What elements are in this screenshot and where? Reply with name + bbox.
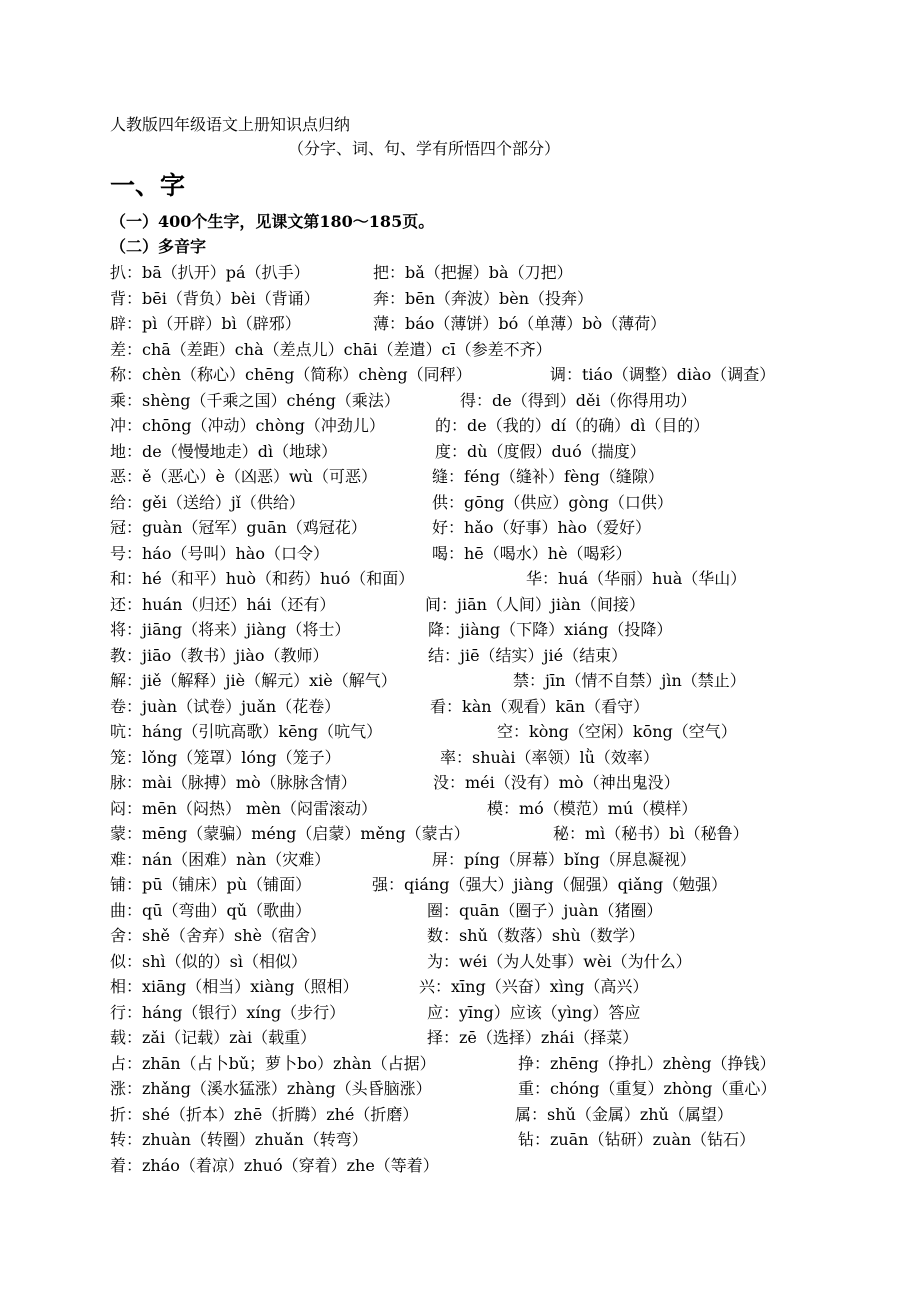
- polyphone-row: [110, 388, 910, 414]
- polyphone-entry-right: 强：qiáng（强大）jiàng（倔强）qiǎng（勉强）: [372, 875, 728, 894]
- polyphone-row: [110, 464, 910, 490]
- polyphone-row: [110, 592, 910, 618]
- polyphone-row: [110, 439, 910, 465]
- polyphone-row: [110, 286, 910, 312]
- polyphone-entry-left: 乘：shèng（千乘之国）chéng（乘法）: [110, 390, 400, 410]
- polyphone-entry-right: 秘：mì（秘书）bì（秘鲁）: [553, 824, 749, 843]
- polyphone-entry-left: 行：háng（银行）xíng（步行）: [110, 1002, 346, 1022]
- polyphone-entry-right: 喝：hē（喝水）hè（喝彩）: [432, 543, 632, 563]
- polyphone-row: [110, 490, 910, 516]
- document-title: 人教版四年级语文上册知识点归纳: [110, 115, 351, 134]
- polyphone-entry-right: 应：yīng）应该（yìng）答应: [427, 1002, 641, 1022]
- polyphone-entry-left: 称：chèn（称心）chēng（简称）chèng（同秤）: [110, 365, 472, 384]
- polyphone-row: [110, 566, 910, 592]
- polyphone-row: [110, 821, 910, 847]
- polyphone-entry-left: 转：zhuàn（转圈）zhuǎn（转弯）: [110, 1130, 368, 1149]
- polyphone-row: [110, 1025, 910, 1051]
- polyphone-entry-right: 结：jiē（结实）jié（结束）: [428, 645, 628, 665]
- polyphone-entry-left: 相：xiāng（相当）xiàng（照相）: [110, 977, 359, 996]
- polyphone-entry-right: 属：shǔ（金属）zhǔ（属望）: [515, 1104, 733, 1124]
- polyphone-entry-right: 调：tiáo（调整）diào（调查）: [550, 365, 776, 384]
- polyphone-entry-right: 圈：quān（圈子）juàn（猪圈）: [427, 900, 663, 920]
- document-subtitle: （分字、词、句、学有所悟四个部分）: [288, 139, 561, 158]
- polyphone-row: [110, 847, 910, 873]
- polyphone-entry-left: 卷：juàn（试卷）juǎn（花卷）: [110, 696, 341, 716]
- polyphone-entry-left: 难：nán（困难）nàn（灾难）: [110, 849, 331, 869]
- polyphone-entry-right: 兴：xīng（兴奋）xìng（高兴）: [419, 977, 649, 996]
- polyphone-entry-right: 禁：jīn（情不自禁）jìn（禁止）: [513, 671, 746, 690]
- polyphone-entry-left: 脉：mài（脉搏）mò（脉脉含情）: [110, 773, 357, 792]
- polyphone-entry-right: 空：kòng（空闲）kōng（空气）: [497, 722, 737, 741]
- polyphone-list: [110, 260, 910, 1178]
- polyphone-entry-right: 的：de（我的）dí（的确）dì（目的）: [435, 416, 710, 435]
- polyphone-row: [110, 719, 910, 745]
- polyphone-row: [110, 923, 910, 949]
- polyphone-entry-left: 着：zháo（着凉）zhuó（穿着）zhe（等着）: [110, 1155, 439, 1175]
- polyphone-entry-left: 载：zǎi（记载）zài（载重）: [110, 1028, 317, 1047]
- polyphone-entry-right: 降：jiàng（下降）xiáng（投降）: [428, 620, 673, 639]
- polyphone-entry-right: 屏：píng（屏幕）bǐng（屏息凝视）: [432, 849, 696, 869]
- polyphone-entry-right: 为：wéi（为人处事）wèi（为什么）: [427, 951, 692, 971]
- polyphone-entry-left: 背：bēi（背负）bèi（背诵）: [110, 288, 320, 308]
- polyphone-entry-left: 冠：guàn（冠军）guān（鸡冠花）: [110, 518, 367, 537]
- polyphone-entry-right: 看：kàn（观看）kān（看守）: [430, 696, 650, 716]
- polyphone-entry-right: 奔：bēn（奔波）bèn（投奔）: [373, 288, 594, 308]
- polyphone-row: [110, 362, 910, 388]
- polyphone-entry-right: 薄：báo（薄饼）bó（单薄）bò（薄荷）: [373, 314, 667, 333]
- polyphone-entry-left: 地：de（慢慢地走）dì（地球）: [110, 441, 338, 461]
- polyphone-row: [110, 617, 910, 643]
- polyphone-row: [110, 974, 910, 1000]
- section-heading: 一、字: [110, 171, 186, 200]
- polyphone-entry-right: 模：mó（模范）mú（模样）: [487, 798, 698, 818]
- polyphone-row: [110, 1102, 910, 1128]
- polyphone-entry-left: 笼：lǒng（笼罩）lóng（笼子）: [110, 747, 341, 767]
- polyphone-row: [110, 1127, 910, 1153]
- polyphone-entry-right: 度：dù（度假）duó（揣度）: [435, 441, 646, 461]
- polyphone-row: [110, 898, 910, 924]
- polyphone-row: [110, 1153, 910, 1179]
- polyphone-row: [110, 515, 910, 541]
- polyphone-row: [110, 796, 910, 822]
- polyphone-entry-left: 辟：pì（开辟）bì（辟邪）: [110, 314, 301, 333]
- polyphone-entry-left: 解：jiě（解释）jiè（解元）xiè（解气）: [110, 671, 397, 690]
- polyphone-row: [110, 668, 910, 694]
- polyphone-entry-left: 蒙：mēng（蒙骗）méng（启蒙）měng（蒙古）: [110, 824, 470, 843]
- polyphone-entry-right: 率：shuài（率领）lǜ（效率）: [440, 747, 659, 767]
- polyphone-row: [110, 260, 910, 286]
- polyphone-entry-right: 重：chóng（重复）zhòng（重心）: [518, 1079, 777, 1098]
- polyphone-entry-left: 扒：bā（扒开）pá（扒手）: [110, 263, 310, 282]
- polyphone-entry-right: 择：zē（选择）zhái（择菜）: [427, 1028, 639, 1047]
- polyphone-entry-left: 教：jiāo（教书）jiào（教师）: [110, 645, 329, 665]
- polyphone-entry-right: 挣：zhēng（挣扎）zhèng（挣钱）: [518, 1053, 776, 1073]
- polyphone-row: [110, 694, 910, 720]
- polyphone-row: [110, 643, 910, 669]
- polyphone-row: [110, 949, 910, 975]
- sub-section-new-characters: （一）400个生字，见课文第180～185页。: [110, 212, 435, 231]
- polyphone-entry-right: 华：huá（华丽）huà（华山）: [526, 569, 747, 588]
- polyphone-entry-left: 涨：zhǎng（溪水猛涨）zhàng（头昏脑涨）: [110, 1079, 432, 1098]
- polyphone-entry-left: 恶：ě（恶心）è（凶恶）wù（可恶）: [110, 467, 377, 486]
- polyphone-entry-left: 曲：qū（弯曲）qǔ（歌曲）: [110, 900, 312, 920]
- sub-section-polyphones: （二）多音字: [110, 237, 207, 256]
- polyphone-entry-right: 没：méi（没有）mò（神出鬼没）: [433, 773, 680, 792]
- polyphone-entry-right: 得：de（得到）děi（你得用功）: [460, 390, 697, 410]
- polyphone-entry-left: 折：shé（折本）zhē（折腾）zhé（折磨）: [110, 1104, 419, 1124]
- polyphone-row: [110, 311, 910, 337]
- polyphone-row: [110, 872, 910, 898]
- polyphone-entry-left: 和：hé（和平）huò（和药）huó（和面）: [110, 569, 415, 588]
- polyphone-entry-left: 闷：mēn（闷热） mèn（闷雷滚动）: [110, 798, 377, 818]
- polyphone-entry-right: 钻：zuān（钻研）zuàn（钻石）: [518, 1130, 756, 1149]
- polyphone-entry-right: 供：gōng（供应）gòng（口供）: [432, 492, 673, 512]
- polyphone-entry-left: 号：háo（号叫）hào（口令）: [110, 543, 329, 563]
- polyphone-entry-left: 差：chā（差距）chà（差点儿）chāi（差遣）cī（参差不齐）: [110, 339, 552, 359]
- polyphone-row: [110, 770, 910, 796]
- polyphone-entry-right: 好：hǎo（好事）hào（爱好）: [432, 518, 651, 537]
- polyphone-entry-right: 间：jiān（人间）jiàn（间接）: [425, 594, 645, 614]
- polyphone-row: [110, 1051, 910, 1077]
- polyphone-entry-left: 舍：shě（舍弃）shè（宿舍）: [110, 926, 326, 945]
- polyphone-row: [110, 337, 910, 363]
- polyphone-row: [110, 1076, 910, 1102]
- polyphone-entry-left: 似：shì（似的）sì（相似）: [110, 951, 307, 971]
- polyphone-row: [110, 745, 910, 771]
- polyphone-entry-right: 数：shǔ（数落）shù（数学）: [427, 926, 645, 945]
- polyphone-row: [110, 413, 910, 439]
- polyphone-entry-left: 冲：chōng（冲动）chòng（冲劲儿）: [110, 416, 385, 435]
- polyphone-entry-right: 把：bǎ（把握）bà（刀把）: [373, 263, 573, 282]
- polyphone-entry-left: 将：jiāng（将来）jiàng（将士）: [110, 620, 351, 639]
- polyphone-entry-left: 吭：háng（引吭高歌）kēng（吭气）: [110, 722, 383, 741]
- polyphone-row: [110, 541, 910, 567]
- polyphone-entry-left: 铺：pū（铺床）pù（铺面）: [110, 875, 312, 894]
- polyphone-entry-left: 给：gěi（送给）jǐ（供给）: [110, 492, 305, 512]
- polyphone-entry-left: 还：huán（归还）hái（还有）: [110, 594, 336, 614]
- polyphone-entry-right: 缝：féng（缝补）fèng（缝隙）: [432, 467, 664, 486]
- polyphone-entry-left: 占：zhān（占卜bǔ；萝卜bo）zhàn（占据）: [110, 1053, 436, 1073]
- polyphone-row: [110, 1000, 910, 1026]
